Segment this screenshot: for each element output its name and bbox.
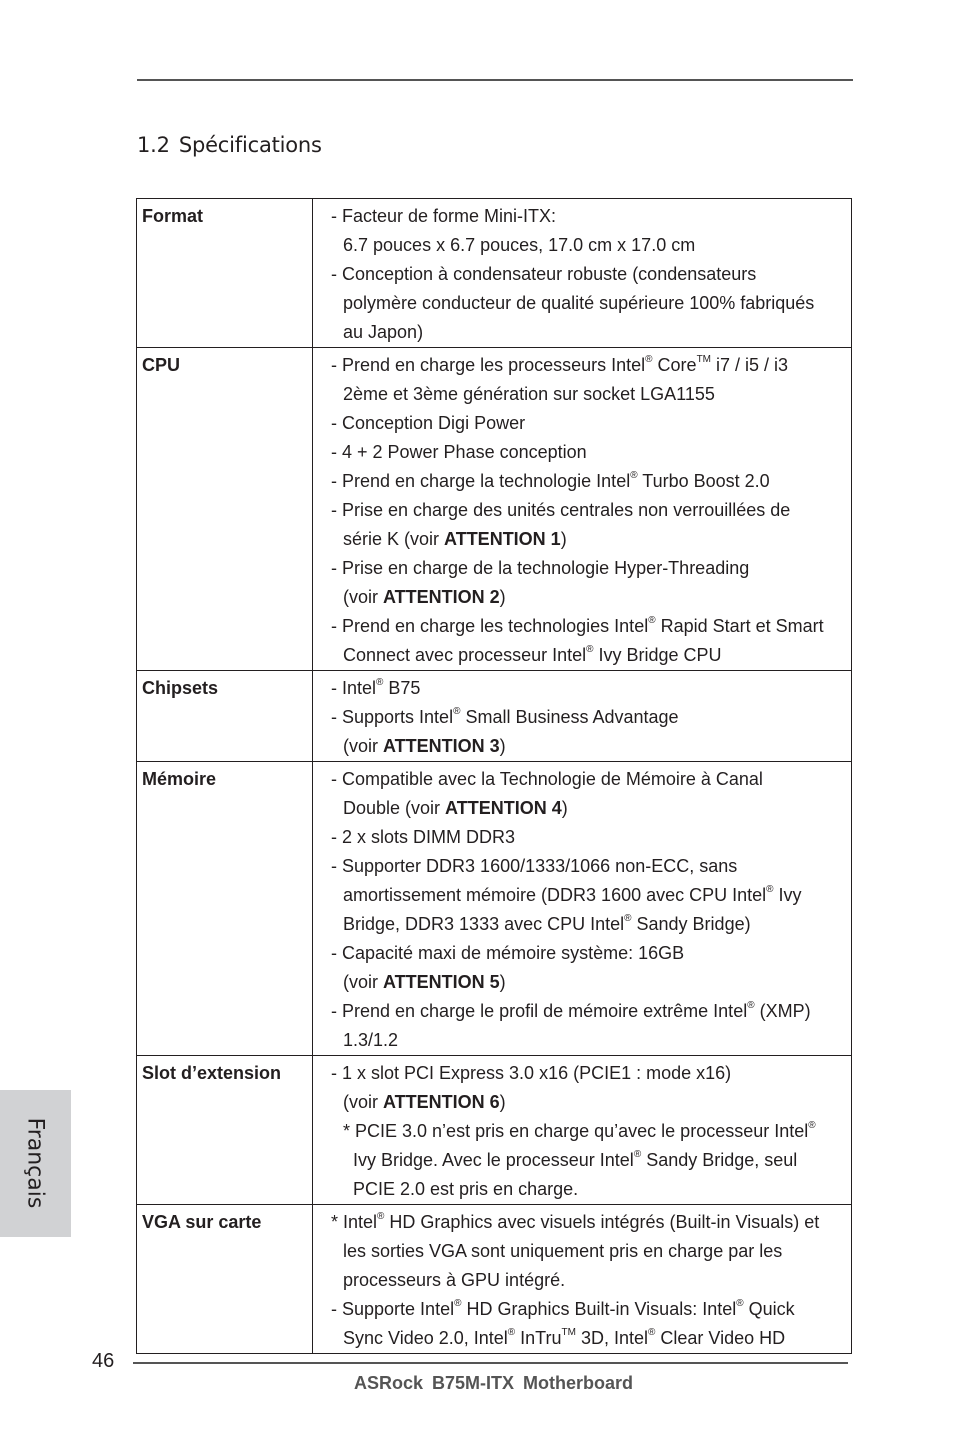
spec-line [331, 525, 851, 554]
spec-text: Sandy Bridge, seul [641, 1150, 798, 1170]
spec-line [331, 351, 851, 380]
spec-text: - Prend en charge la technologie Intel [331, 471, 631, 491]
registered-mark: ® [454, 1298, 462, 1309]
footer-product-name: ASRock B75M-ITX Motherboard [354, 1373, 634, 1393]
spec-line: - 2 x slots DIMM DDR3 [331, 827, 516, 847]
spec-text: - Intel [331, 678, 377, 698]
spec-text: Ivy Bridge CPU [593, 645, 722, 665]
spec-label: Slot d’extension [137, 1056, 313, 1205]
attention-reference: ATTENTION 5 [383, 972, 500, 992]
spec-line [331, 612, 851, 641]
spec-line: - 1 x slot PCI Express 3.0 x16 (PCIE1 : mode x16) [331, 1063, 732, 1083]
spec-text: Ivy Bridge. Avec le processeur Intel [353, 1150, 634, 1170]
spec-line: - Prise en charge de la technologie Hyper-Threading [331, 558, 750, 578]
spec-text: Core [652, 355, 697, 375]
spec-line [331, 997, 851, 1026]
spec-line [331, 583, 851, 612]
spec-text: * PCIE 3.0 n’est pris en charge qu’avec le processeur Intel [343, 1121, 809, 1141]
spec-line: - Facteur de forme Mini-ITX: [331, 206, 557, 226]
registered-mark: ® [766, 884, 774, 895]
spec-line [331, 968, 851, 997]
spec-line [331, 910, 851, 939]
spec-text: (voir [343, 736, 383, 756]
spec-row [137, 199, 852, 348]
spec-line: - Compatible avec la Technologie de Mémoire à Canal [331, 769, 763, 789]
spec-label: Mémoire [137, 762, 313, 1056]
spec-line [331, 1146, 851, 1175]
registered-mark: ® [648, 1327, 656, 1338]
spec-line: - Capacité maxi de mémoire système: 16GB [331, 943, 685, 963]
bottom-rule [133, 1362, 848, 1364]
spec-line: 2ème et 3ème génération sur socket LGA1155 [343, 384, 715, 404]
spec-text: ) [499, 1092, 506, 1112]
spec-value [313, 1205, 852, 1354]
spec-label: VGA sur carte [137, 1205, 313, 1354]
spec-text: (voir [343, 1092, 383, 1112]
spec-text: (XMP) [754, 1001, 811, 1021]
spec-text: * Intel [331, 1212, 378, 1232]
registered-mark: ® [624, 913, 632, 924]
spec-text: ) [561, 798, 568, 818]
spec-value [313, 671, 852, 762]
spec-line [331, 1117, 851, 1146]
spec-text: - Prend en charge le profil de mémoire extrême Intel [331, 1001, 748, 1021]
spec-line [331, 732, 851, 761]
spec-text: 3D, Intel [575, 1328, 649, 1348]
page-number: 46 [92, 1350, 115, 1372]
attention-reference: ATTENTION 1 [444, 529, 561, 549]
section-title [137, 133, 322, 157]
registered-mark: ® [507, 1327, 516, 1338]
registered-mark: ® [648, 615, 656, 626]
spec-text: - Prend en charge les technologies Intel [331, 616, 649, 636]
spec-label: Format [137, 199, 313, 348]
spec-line: - Conception Digi Power [331, 413, 526, 433]
registered-mark: ® [630, 470, 638, 481]
spec-line [331, 1324, 851, 1353]
spec-text: (voir [343, 972, 383, 992]
spec-row [137, 1056, 852, 1205]
spec-text: Small Business Advantage [460, 707, 679, 727]
spec-value [313, 348, 852, 671]
specifications-table [136, 198, 852, 1354]
spec-line: polymère conducteur de qualité supérieure 100% fabriqués [343, 293, 815, 313]
spec-line: - 4 + 2 Power Phase conception [331, 442, 587, 462]
spec-text: HD Graphics Built-in Visuals: Intel [461, 1299, 737, 1319]
registered-mark: ® [376, 677, 384, 688]
spec-line [331, 674, 851, 703]
spec-row [137, 348, 852, 671]
section-number: 1.2 [137, 133, 170, 157]
registered-mark: ® [453, 706, 461, 717]
registered-mark: ® [808, 1120, 816, 1131]
spec-text: Connect avec processeur Intel [343, 645, 587, 665]
spec-text: InTru [515, 1328, 562, 1348]
language-side-tab [0, 1090, 71, 1237]
registered-mark: ® [736, 1298, 744, 1309]
spec-line: au Japon) [343, 322, 424, 342]
spec-text: Ivy [773, 885, 802, 905]
spec-line: les sorties VGA sont uniquement pris en charge par les [343, 1241, 783, 1261]
trademark-mark: TM [696, 354, 712, 365]
spec-value [313, 762, 852, 1056]
spec-text: Sync Video 2.0, Intel [343, 1328, 508, 1348]
registered-mark: ® [633, 1149, 642, 1160]
spec-label: CPU [137, 348, 313, 671]
spec-row [137, 671, 852, 762]
spec-row [137, 762, 852, 1056]
spec-line: PCIE 2.0 est pris en charge. [353, 1179, 579, 1199]
spec-line: 1.3/1.2 [343, 1030, 399, 1050]
spec-text: - Supporte Intel [331, 1299, 455, 1319]
spec-text: Turbo Boost 2.0 [637, 471, 770, 491]
spec-text: Sandy Bridge) [631, 914, 751, 934]
attention-reference: ATTENTION 6 [383, 1092, 500, 1112]
attention-reference: ATTENTION 4 [445, 798, 562, 818]
spec-text: Double (voir [343, 798, 446, 818]
spec-line [331, 467, 851, 496]
spec-text: Quick [743, 1299, 795, 1319]
spec-line [331, 1088, 851, 1117]
spec-text: ) [499, 736, 506, 756]
spec-row [137, 1205, 852, 1354]
spec-value [313, 1056, 852, 1205]
spec-text: ) [499, 587, 506, 607]
registered-mark: ® [586, 644, 594, 655]
spec-label: Chipsets [137, 671, 313, 762]
spec-text: ) [499, 972, 506, 992]
spec-line [331, 703, 851, 732]
spec-text: Bridge, DDR3 1333 avec CPU Intel [343, 914, 625, 934]
spec-line [331, 641, 851, 670]
spec-line [331, 881, 851, 910]
spec-text: (voir [343, 587, 383, 607]
spec-text: série K (voir [343, 529, 445, 549]
spec-text: HD Graphics avec visuels intégrés (Built-in Visuals) et [384, 1212, 820, 1232]
spec-text: amortissement mémoire (DDR3 1600 avec CPU Intel [343, 885, 767, 905]
spec-line: processeurs à GPU intégré. [343, 1270, 566, 1290]
registered-mark: ® [747, 1000, 755, 1011]
spec-line [331, 794, 851, 823]
spec-line [331, 1208, 851, 1237]
registered-mark: ® [377, 1211, 385, 1222]
spec-line: 6.7 pouces x 6.7 pouces, 17.0 cm x 17.0 cm [343, 235, 696, 255]
spec-text: - Supports Intel [331, 707, 454, 727]
spec-text: Rapid Start et Smart [655, 616, 824, 636]
spec-line: - Prise en charge des unités centrales non verrouillées de [331, 500, 791, 520]
spec-value [313, 199, 852, 348]
spec-line: - Conception à condensateur robuste (condensateurs [331, 264, 757, 284]
spec-text: i7 / i5 / i3 [711, 355, 789, 375]
top-rule [137, 79, 853, 81]
registered-mark: ® [645, 354, 653, 365]
section-title-text: Spécifications [178, 133, 322, 157]
attention-reference: ATTENTION 2 [383, 587, 500, 607]
spec-line: - Supporter DDR3 1600/1333/1066 non-ECC, sans [331, 856, 738, 876]
spec-text: - Prend en charge les processeurs Intel [331, 355, 646, 375]
spec-text: ) [560, 529, 567, 549]
spec-text: B75 [383, 678, 421, 698]
trademark-mark: TM [561, 1327, 576, 1338]
attention-reference: ATTENTION 3 [383, 736, 500, 756]
language-side-tab-label: Français [22, 1117, 48, 1209]
spec-text: Clear Video HD [655, 1328, 786, 1348]
spec-line [331, 1295, 851, 1324]
